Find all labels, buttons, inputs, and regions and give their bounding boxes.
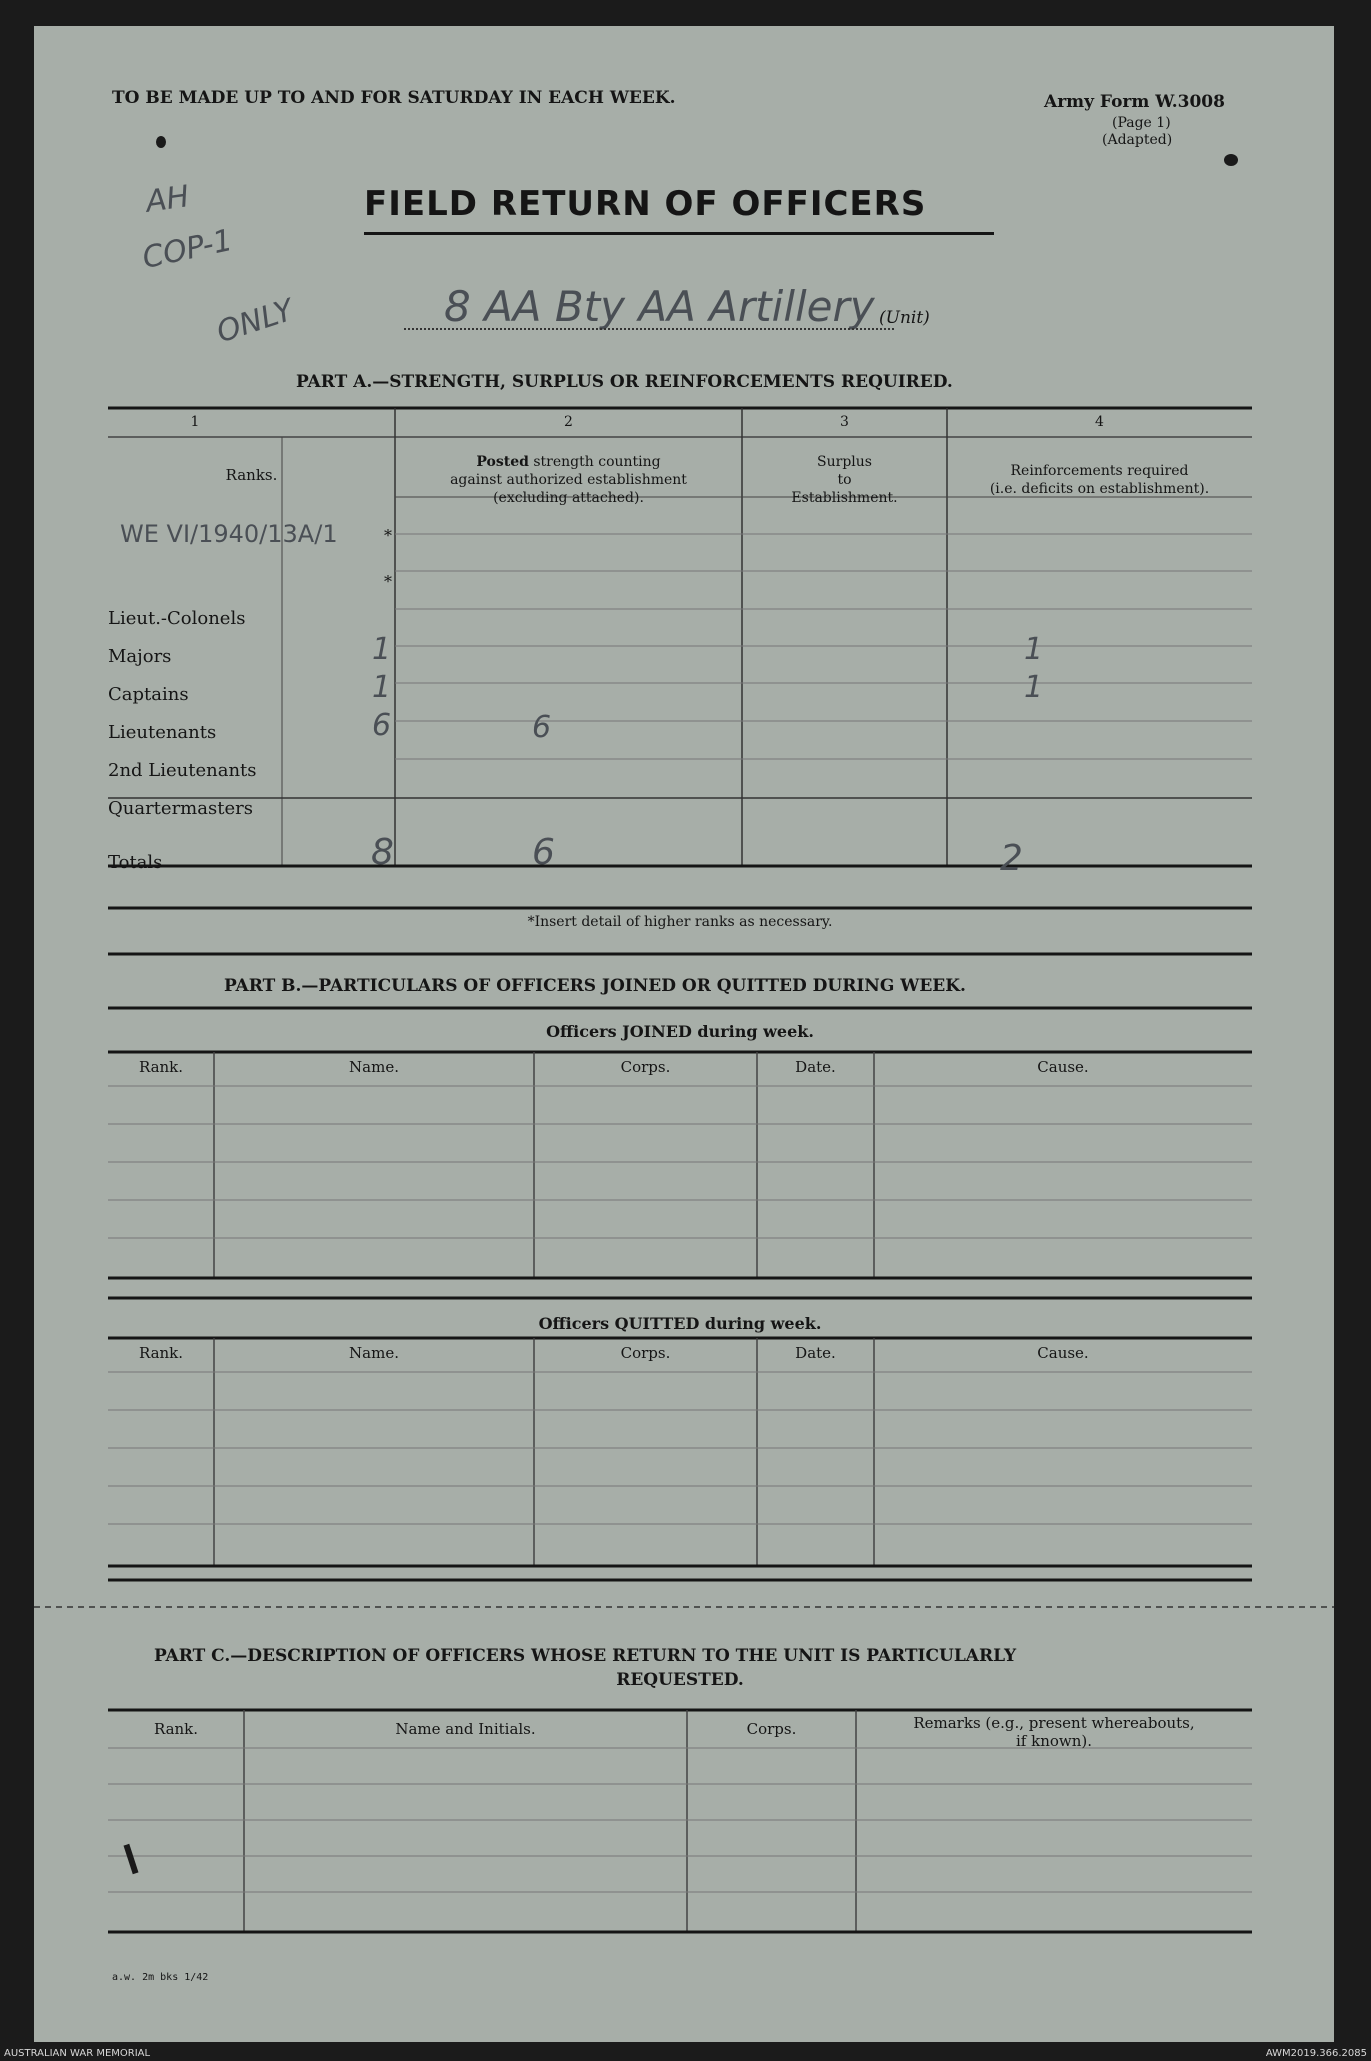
- quitted-col-cause: Cause.: [1037, 1344, 1089, 1362]
- rank-row-lt-colonels: Lieut.-Colonels: [108, 608, 246, 629]
- page-number: (Page 1): [1112, 115, 1171, 131]
- margin-note-line3: ONLY: [212, 292, 298, 351]
- form-sheet: [34, 26, 1334, 2042]
- caption-right: AWM2019.366.2085: [1265, 2048, 1367, 2059]
- lieutenants-establishment: 6: [372, 708, 392, 743]
- totals-establishment: 8: [371, 832, 394, 873]
- partc-col-rank: Rank.: [153, 1720, 199, 1738]
- col-number-2: 2: [564, 414, 573, 430]
- majors-reinforcements: 1: [1024, 632, 1044, 667]
- reinf-line2: (i.e. deficits on establishment).: [989, 481, 1210, 497]
- quitted-col-corps: Corps.: [620, 1344, 671, 1362]
- posted-line2: against authorized establishment: [450, 472, 687, 488]
- col-number-1: 1: [190, 414, 200, 430]
- part-c-heading-2: REQUESTED.: [616, 1670, 744, 1690]
- surplus-line2: to: [837, 472, 852, 488]
- captains-reinforcements: 1: [1024, 670, 1044, 705]
- asterisk-1: *: [384, 526, 392, 545]
- margin-note-line2: COP-1: [139, 222, 236, 277]
- asterisk-2: *: [384, 572, 392, 591]
- remarks-line2: if known).: [1015, 1732, 1093, 1750]
- partc-col-name: Name and Initials.: [395, 1720, 536, 1738]
- totals-reinforcements: 2: [1000, 838, 1023, 879]
- rank-row-quartermasters: Quartermasters: [108, 798, 253, 819]
- quitted-col-name: Name.: [349, 1344, 399, 1362]
- part-b-heading: PART B.—PARTICULARS OF OFFICERS JOINED OR QUITTED DURING WEEK.: [224, 976, 966, 996]
- totals-label: Totals: [108, 852, 163, 873]
- posted-line3: (excluding attached).: [493, 490, 644, 506]
- quitted-title: Officers QUITTED during week.: [538, 1314, 822, 1333]
- form-number: Army Form W.3008: [1044, 92, 1225, 112]
- posted-bold: Posted: [476, 454, 529, 470]
- quitted-col-date: Date.: [795, 1344, 836, 1362]
- partc-col-corps: Corps.: [746, 1720, 797, 1738]
- joined-col-rank: Rank.: [138, 1058, 184, 1076]
- joined-col-name: Name.: [349, 1058, 399, 1076]
- surplus-line3: Establishment.: [791, 490, 898, 506]
- rank-row-lieutenants: Lieutenants: [108, 722, 217, 743]
- rank-row-majors: Majors: [108, 646, 172, 667]
- lieutenants-posted: 6: [532, 710, 552, 745]
- caption-bar: [0, 2042, 1371, 2061]
- majors-establishment: 1: [372, 632, 392, 667]
- we-reference: WE VI/1940/13A/1: [120, 520, 338, 548]
- col-number-4: 4: [1095, 414, 1104, 430]
- part-a-heading: PART A.—STRENGTH, SURPLUS OR REINFORCEMENTS REQUIRED.: [296, 372, 953, 392]
- unit-label: (Unit): [879, 308, 930, 328]
- joined-col-corps: Corps.: [620, 1058, 671, 1076]
- joined-col-date: Date.: [795, 1058, 836, 1076]
- part-a-footnote: *Insert detail of higher ranks as necessary.: [527, 914, 833, 930]
- col-number-3: 3: [840, 414, 849, 430]
- ink-spot: [156, 136, 166, 148]
- totals-posted: 6: [532, 832, 555, 873]
- surplus-line1: Surplus: [817, 454, 872, 470]
- remarks-line1: Remarks (e.g., present whereabouts,: [913, 1714, 1195, 1732]
- part-c-heading: PART C.—DESCRIPTION OF OFFICERS WHOSE RETURN TO THE UNIT IS PARTICULARLY: [154, 1646, 1017, 1666]
- margin-note-line1: AH: [143, 179, 192, 220]
- partc-col-remarks: [856, 1714, 1252, 1750]
- form-title: FIELD RETURN OF OFFICERS: [364, 184, 927, 224]
- instruction-text: TO BE MADE UP TO AND FOR SATURDAY IN EACH WEEK.: [112, 88, 676, 108]
- adapted-note: (Adapted): [1102, 132, 1173, 148]
- col-ranks-header: Ranks.: [225, 466, 278, 484]
- joined-title: Officers JOINED during week.: [546, 1022, 814, 1041]
- joined-col-cause: Cause.: [1037, 1058, 1089, 1076]
- quitted-col-rank: Rank.: [138, 1344, 184, 1362]
- unit-value: 8 AA Bty AA Artillery: [444, 282, 875, 331]
- rank-row-2nd-lieutenants: 2nd Lieutenants: [108, 760, 257, 781]
- captains-establishment: 1: [372, 670, 392, 705]
- reinf-line1: Reinforcements required: [1010, 463, 1189, 479]
- caption-left: AUSTRALIAN WAR MEMORIAL: [4, 2048, 151, 2059]
- posted-rest: strength counting: [528, 454, 661, 470]
- ink-spot: [1224, 154, 1238, 166]
- printer-mark: a.w. 2m bks 1/42: [112, 1972, 209, 1983]
- rank-row-captains: Captains: [108, 684, 189, 705]
